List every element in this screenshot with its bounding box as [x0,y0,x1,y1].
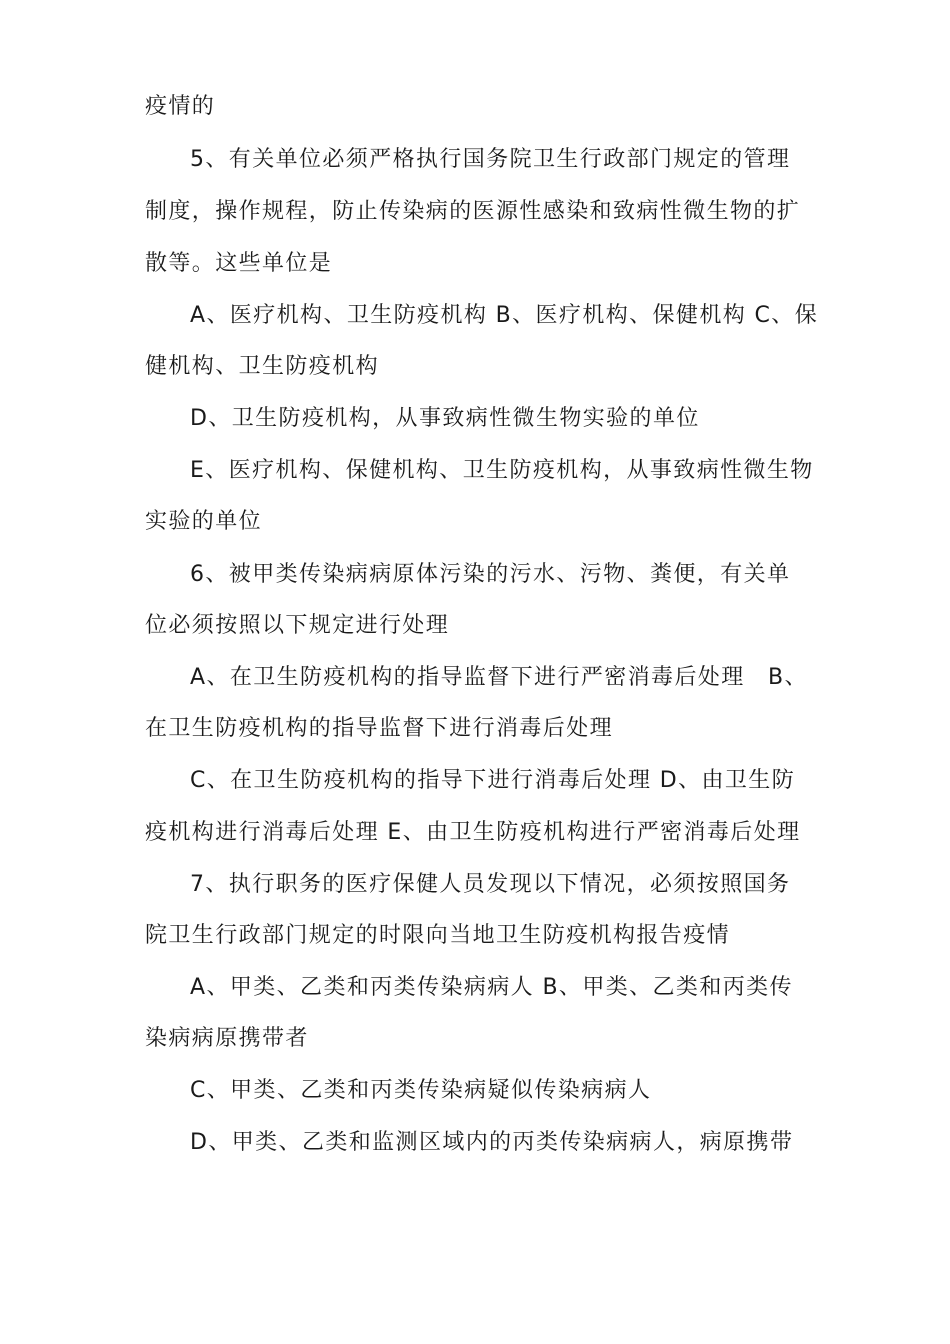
question-6-options-cde-line-1: C、在卫生防疫机构的指导下进行消毒后处理 D、由卫生防 [190,768,796,793]
question-5-options-abc-line-2: 健机构、卫生防疫机构 [145,354,380,379]
question-6-options-cde-line-2: 疫机构进行消毒后处理 E、由卫生防疫机构进行严密消毒后处理 [145,820,801,845]
question-6-options-ab-line-2: 在卫生防疫机构的指导监督下进行消毒后处理 [145,716,614,741]
question-7-option-d: D、甲类、乙类和监测区域内的丙类传染病病人，病原携带 [190,1130,794,1155]
question-5-stem-line-1: 5、有关单位必须严格执行国务院卫生行政部门规定的管理 [190,147,791,172]
question-6-options-ab-line-1: A、在卫生防疫机构的指导监督下进行严密消毒后处理 B、 [190,665,808,690]
question-7-stem-line-1: 7、执行职务的医疗保健人员发现以下情况，必须按照国务 [190,872,791,897]
question-5-option-d: D、卫生防疫机构，从事致病性微生物实验的单位 [190,406,700,431]
question-7-options-ab-line-2: 染病病原携带者 [145,1026,309,1051]
question-5-options-abc-line-1: A、医疗机构、卫生防疫机构 B、医疗机构、保健机构 C、保 [190,303,819,328]
question-7-stem-line-2: 院卫生行政部门规定的时限向当地卫生防疫机构报告疫情 [145,923,731,948]
question-5-stem-line-3: 散等。这些单位是 [145,251,333,276]
question-5-stem-line-2: 制度，操作规程，防止传染病的医源性感染和致病性微生物的扩 [145,199,801,224]
text-line-continuation: 疫情的 [145,94,216,119]
question-7-option-c: C、甲类、乙类和丙类传染病疑似传染病病人 [190,1078,652,1103]
question-7-options-ab-line-1: A、甲类、乙类和丙类传染病病人 B、甲类、乙类和丙类传 [190,975,793,1000]
question-5-option-e-line-2: 实验的单位 [145,509,263,534]
question-6-stem-line-1: 6、被甲类传染病病原体污染的污水、污物、粪便，有关单 [190,562,791,587]
question-6-stem-line-2: 位必须按照以下规定进行处理 [145,613,450,638]
question-5-option-e-line-1: E、医疗机构、保健机构、卫生防疫机构，从事致病性微生物 [190,458,814,483]
